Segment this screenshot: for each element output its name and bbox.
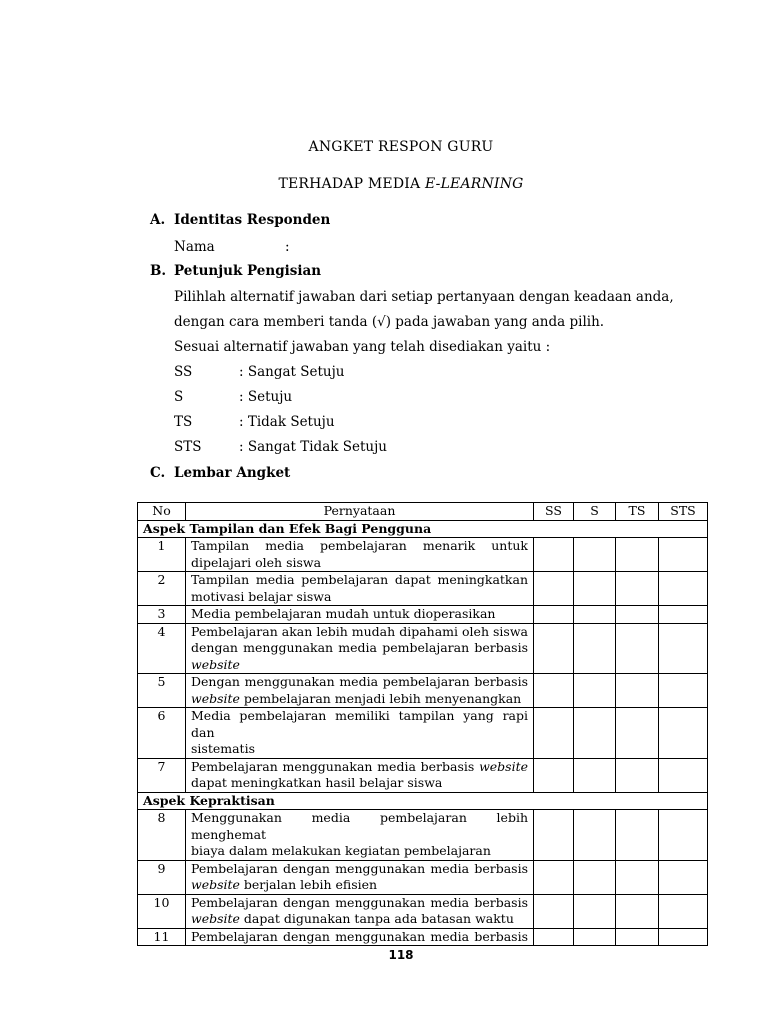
row-number: 7 (138, 758, 186, 792)
row-statement (186, 928, 534, 946)
answer-cell-sts[interactable] (659, 538, 708, 572)
table-row (138, 928, 708, 946)
option-desc: : Tidak Setuju (239, 414, 335, 430)
statement-line: Tampilan media pembelajaran dapat meningkatkan (191, 572, 528, 587)
header-s: S (574, 503, 616, 521)
table-row (138, 674, 708, 708)
row-number: 4 (138, 623, 186, 674)
statement-line: Menggunakan media pembelajaran lebih menghemat (191, 810, 528, 842)
answer-cell-sts[interactable] (659, 674, 708, 708)
table-row (138, 708, 708, 759)
header-no: No (138, 503, 186, 521)
statement-line: Media pembelajaran memiliki tampilan yang rapi dan (191, 708, 528, 740)
option-desc: : Sangat Setuju (239, 364, 345, 380)
answer-cell-s[interactable] (574, 623, 616, 674)
statement-line: Tampilan media pembelajaran menarik untuk (191, 538, 528, 553)
statement-line: dipelajari oleh siswa (191, 554, 322, 570)
row-statement (186, 538, 534, 572)
answer-cell-ss[interactable] (534, 860, 574, 894)
statement-line: berjalan lebih efisien (239, 877, 378, 892)
page-number: 118 (388, 948, 414, 962)
answer-cell-sts[interactable] (659, 860, 708, 894)
row-number: 6 (138, 708, 186, 759)
answer-cell-s[interactable] (574, 894, 616, 928)
statement-line: Pembelajaran dengan menggunakan media berbasis (191, 860, 528, 876)
answer-cell-s[interactable] (574, 810, 616, 861)
statement-line: pembelajaran menjadi lebih menyenangkan (239, 690, 522, 706)
answer-cell-ts[interactable] (616, 572, 659, 606)
row-number: 3 (138, 606, 186, 624)
statement-line: dapat digunakan tanpa ada batasan waktu (239, 911, 514, 926)
aspect-row (138, 792, 708, 810)
section-c-letter: C. (150, 465, 166, 481)
table-header-row (138, 503, 708, 521)
answer-cell-s[interactable] (574, 674, 616, 708)
answer-cell-s[interactable] (574, 860, 616, 894)
answer-cell-sts[interactable] (659, 810, 708, 861)
title-line-2-italic: E-LEARNING (424, 176, 524, 192)
answer-cell-ts[interactable] (616, 623, 659, 674)
answer-cell-sts[interactable] (659, 572, 708, 606)
row-number: 9 (138, 860, 186, 894)
answer-cell-s[interactable] (574, 928, 616, 946)
row-statement (186, 674, 534, 708)
answer-cell-ts[interactable] (616, 894, 659, 928)
table-row (138, 606, 708, 624)
table-row (138, 538, 708, 572)
row-number: 5 (138, 674, 186, 708)
answer-cell-sts[interactable] (659, 606, 708, 624)
answer-cell-ss[interactable] (534, 810, 574, 861)
option-code: S (174, 389, 184, 405)
statement-line: Media pembelajaran mudah untuk dioperasikan (191, 606, 496, 621)
answer-cell-ss[interactable] (534, 928, 574, 946)
statement-italic-word: website (191, 877, 240, 892)
table-row (138, 572, 708, 606)
statement-line: dapat meningkatkan hasil belajar siswa (191, 775, 443, 790)
answer-cell-ts[interactable] (616, 758, 659, 792)
answer-cell-ts[interactable] (616, 674, 659, 708)
questionnaire-table (137, 502, 708, 946)
option-code: STS (174, 439, 202, 455)
answer-cell-ts[interactable] (616, 538, 659, 572)
aspect-row (138, 520, 708, 538)
statement-line: Pembelajaran akan lebih mudah dipahami oleh siswa (191, 623, 528, 639)
instruction-line-1: Pilihlah alternatif jawaban dari setiap pertanyaan dengan keadaan anda, (174, 289, 674, 305)
title-line-2 (0, 176, 768, 192)
name-field-label: Nama (174, 239, 215, 255)
answer-cell-ts[interactable] (616, 708, 659, 759)
answer-cell-ss[interactable] (534, 894, 574, 928)
statement-line: Pembelajaran menggunakan media berbasis (191, 758, 480, 774)
answer-cell-ts[interactable] (616, 810, 659, 861)
option-desc: : Sangat Tidak Setuju (239, 439, 387, 455)
section-b-letter: B. (150, 263, 167, 279)
answer-cell-ss[interactable] (534, 538, 574, 572)
answer-cell-ss[interactable] (534, 708, 574, 759)
table-row (138, 758, 708, 792)
section-a-letter: A. (150, 212, 166, 228)
answer-cell-ts[interactable] (616, 860, 659, 894)
header-ss: SS (534, 503, 574, 521)
answer-cell-s[interactable] (574, 606, 616, 624)
option-code: TS (174, 414, 193, 430)
option-desc: : Setuju (239, 389, 293, 405)
answer-cell-sts[interactable] (659, 623, 708, 674)
statement-line: motivasi belajar siswa (191, 588, 332, 604)
row-statement (186, 758, 534, 792)
answer-cell-ss[interactable] (534, 572, 574, 606)
row-number: 8 (138, 810, 186, 861)
answer-cell-sts[interactable] (659, 758, 708, 792)
option-code: SS (174, 364, 193, 380)
row-statement (186, 708, 534, 759)
statement-line: sistematis (191, 741, 255, 756)
statement-line: Pembelajaran dengan menggunakan media berbasis (191, 928, 528, 944)
row-number: 1 (138, 538, 186, 572)
statement-line: Pembelajaran dengan menggunakan media berbasis (191, 894, 528, 910)
section-a-heading: Identitas Responden (174, 212, 331, 228)
section-c-heading: Lembar Angket (174, 465, 291, 481)
row-number: 2 (138, 572, 186, 606)
answer-cell-s[interactable] (574, 708, 616, 759)
answer-cell-sts[interactable] (659, 708, 708, 759)
answer-cell-s[interactable] (574, 538, 616, 572)
title-line-1: ANGKET RESPON GURU (308, 139, 494, 155)
statement-line: biaya dalam melakukan kegiatan pembelajaran (191, 843, 491, 858)
row-number: 11 (138, 928, 186, 946)
table-row (138, 623, 708, 674)
answer-cell-ts[interactable] (616, 928, 659, 946)
row-statement (186, 860, 534, 894)
statement-line: dengan menggunakan media pembelajaran berbasis (191, 640, 528, 655)
answer-cell-sts[interactable] (659, 928, 708, 946)
statement-line: Dengan menggunakan media pembelajaran berbasis (191, 674, 528, 689)
row-statement (186, 810, 534, 861)
name-field-separator: : (285, 239, 290, 255)
aspect-title: Aspek Kepraktisan (138, 792, 708, 810)
answer-cell-s[interactable] (574, 758, 616, 792)
answer-cell-ss[interactable] (534, 674, 574, 708)
answer-cell-ss[interactable] (534, 758, 574, 792)
header-sts: STS (659, 503, 708, 521)
row-statement (186, 623, 534, 674)
row-statement (186, 606, 534, 624)
statement-italic-word: website (191, 690, 240, 706)
answer-cell-sts[interactable] (659, 894, 708, 928)
statement-italic-word: website (479, 758, 528, 774)
header-statement: Pernyataan (186, 503, 534, 521)
statement-italic-word: website (191, 656, 240, 672)
statement-italic-word: website (191, 911, 240, 926)
answer-cell-ss[interactable] (534, 606, 574, 624)
aspect-title: Aspek Tampilan dan Efek Bagi Pengguna (138, 520, 708, 538)
row-number: 10 (138, 894, 186, 928)
table-row (138, 894, 708, 928)
instruction-line-2: dengan cara memberi tanda (√) pada jawaban yang anda pilih. (174, 314, 605, 330)
answer-cell-s[interactable] (574, 572, 616, 606)
answer-cell-ts[interactable] (616, 606, 659, 624)
row-statement (186, 894, 534, 928)
answer-cell-ss[interactable] (534, 623, 574, 674)
title-line-2-prefix: TERHADAP MEDIA (278, 176, 425, 192)
row-statement (186, 572, 534, 606)
section-b-heading: Petunjuk Pengisian (174, 263, 322, 279)
table-row (138, 810, 708, 861)
header-ts: TS (616, 503, 659, 521)
instruction-line-3: Sesuai alternatif jawaban yang telah disediakan yaitu : (174, 339, 551, 355)
table-row (138, 860, 708, 894)
